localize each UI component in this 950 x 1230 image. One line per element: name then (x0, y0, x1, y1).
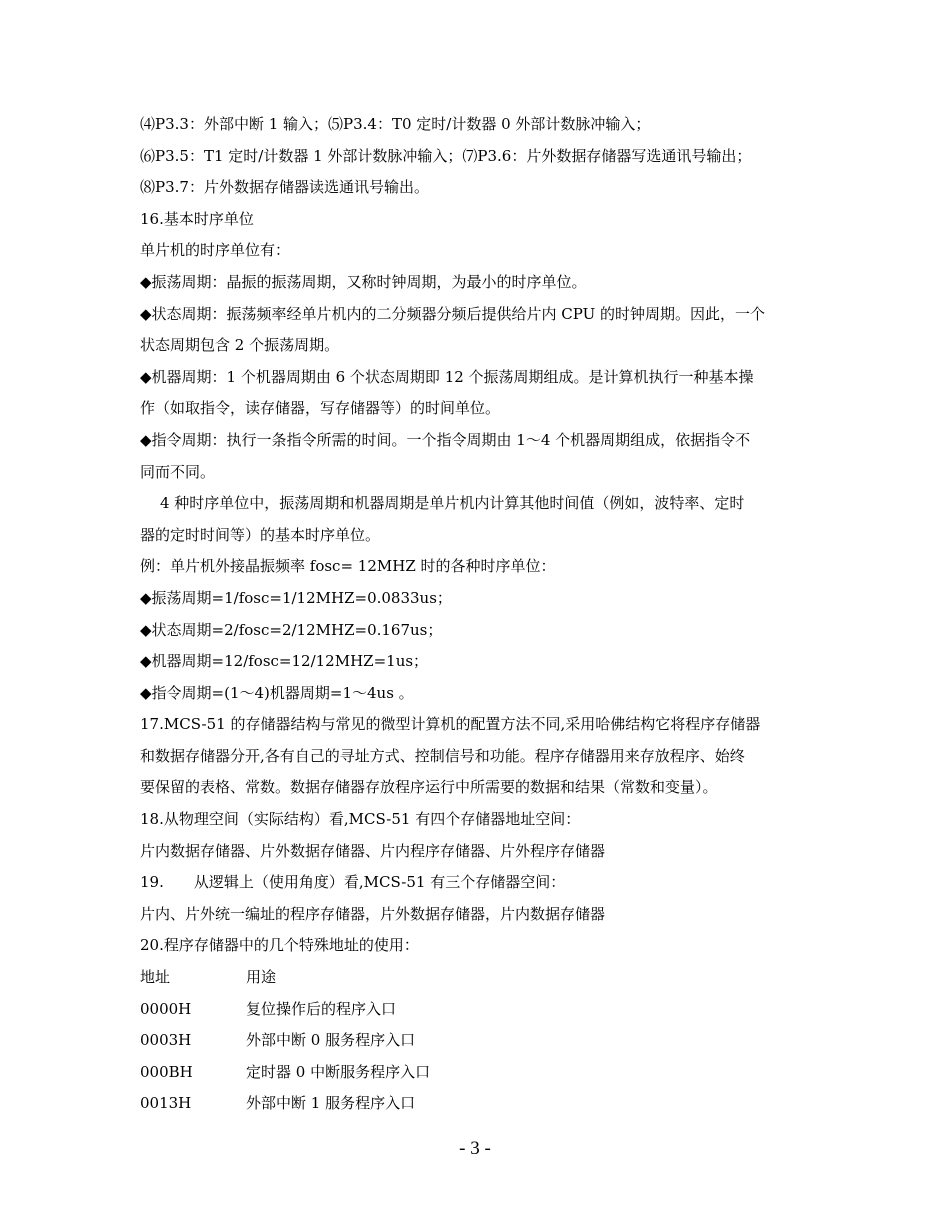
page-number: - 3 - (459, 1138, 491, 1159)
paragraph-line: ⑻P3.7：片外数据存储器读选通讯号输出。 (140, 178, 429, 197)
section-heading-17: 17.MCS-51 的存储器结构与常见的微型计算机的配置方法不同,采用哈佛结构它将程序存储器 (140, 715, 761, 734)
bullet-item: ◆振荡周期=1/fosc=1/12MHZ=0.0833us； (140, 588, 452, 607)
paragraph-line: 器的定时时间等）的基本时序单位。 (140, 525, 381, 544)
section-heading-16: 16.基本时序单位 (140, 209, 254, 228)
bullet-item: ◆状态周期=2/fosc=2/12MHZ=0.167us； (140, 620, 443, 639)
header-usage: 用途 (246, 968, 277, 987)
usage-cell: 外部中断 1 服务程序入口 (246, 1094, 416, 1113)
paragraph-line: 作（如取指令，读存储器，写存储器等）的时间单位。 (140, 399, 501, 418)
address-cell: 0000H (140, 999, 192, 1018)
address-cell: 0013H (140, 1094, 192, 1113)
usage-cell: 复位操作后的程序入口 (246, 999, 397, 1018)
usage-cell: 定时器 0 中断服务程序入口 (246, 1062, 431, 1081)
table-row (140, 994, 820, 1026)
address-cell: 000BH (140, 1062, 193, 1081)
section-heading-20: 20.程序存储器中的几个特殊地址的使用： (140, 936, 419, 955)
bullet-item: ◆指令周期：执行一条指令所需的时间。一个指令周期由 1～4 个机器周期组成，依据指令不 (140, 430, 751, 449)
paragraph-line: ⑷P3.3：外部中断 1 输入；⑸P3.4：T0 定时/计数器 0 外部计数脉冲输入； (140, 115, 651, 133)
paragraph-line: ⑹P3.5：T1 定时/计数器 1 外部计数脉冲输入；⑺P3.6：片外数据存储器写选通讯号输出； (140, 146, 752, 165)
usage-cell: 外部中断 0 服务程序入口 (246, 1031, 416, 1050)
paragraph-line: 同而不同。 (140, 462, 216, 481)
paragraph-line: 要保留的表格、常数。数据存储器存放程序运行中所需要的数据和结果（常数和变量）。 (140, 778, 718, 797)
paragraph-line: 4 种时序单位中，振荡周期和机器周期是单片机内计算其他时间值（例如，波特率、定时 (160, 494, 745, 513)
document-body (140, 109, 820, 1120)
bullet-item: ◆机器周期：1 个机器周期由 6 个状态周期即 12 个振荡周期组成。是计算机执行一种基本操 (140, 367, 754, 386)
section-heading-19: 19. 从逻辑上（使用角度）看,MCS-51 有三个存储器空间： (140, 873, 566, 892)
table-row (140, 1025, 820, 1057)
paragraph-line: 单片机的时序单位有： (140, 241, 291, 260)
address-table (140, 962, 820, 1120)
example-line: 例：单片机外接晶振频率 fosc= 12MHZ 时的各种时序单位： (140, 557, 556, 576)
header-address: 地址 (140, 968, 171, 987)
section-heading-18: 18.从物理空间（实际结构）看,MCS-51 有四个存储器地址空间： (140, 810, 581, 829)
bullet-item: ◆振荡周期：晶振的振荡周期，又称时钟周期，为最小的时序单位。 (140, 272, 587, 291)
table-row (140, 1057, 820, 1089)
bullet-item: ◆机器周期=12/fosc=12/12MHZ=1us； (140, 652, 429, 671)
bullet-item: ◆指令周期=(1～4)机器周期=1～4us 。 (140, 683, 414, 702)
bullet-item: ◆状态周期：振荡频率经单片机内的二分频器分频后提供给片内 CPU 的时钟周期。因此，一个 (140, 304, 766, 323)
paragraph-line: 状态周期包含 2 个振荡周期。 (140, 336, 340, 355)
paragraph-line: 片内数据存储器、片外数据存储器、片内程序存储器、片外程序存储器 (140, 841, 606, 860)
paragraph-line: 和数据存储器分开,各有自己的寻址方式、控制信号和功能。程序存储器用来存放程序、始终 (140, 746, 745, 765)
address-table-header (140, 962, 820, 994)
paragraph-line: 片内、片外统一编址的程序存储器，片外数据存储器，片内数据存储器 (140, 904, 606, 923)
address-cell: 0003H (140, 1031, 192, 1050)
table-row (140, 1088, 820, 1120)
